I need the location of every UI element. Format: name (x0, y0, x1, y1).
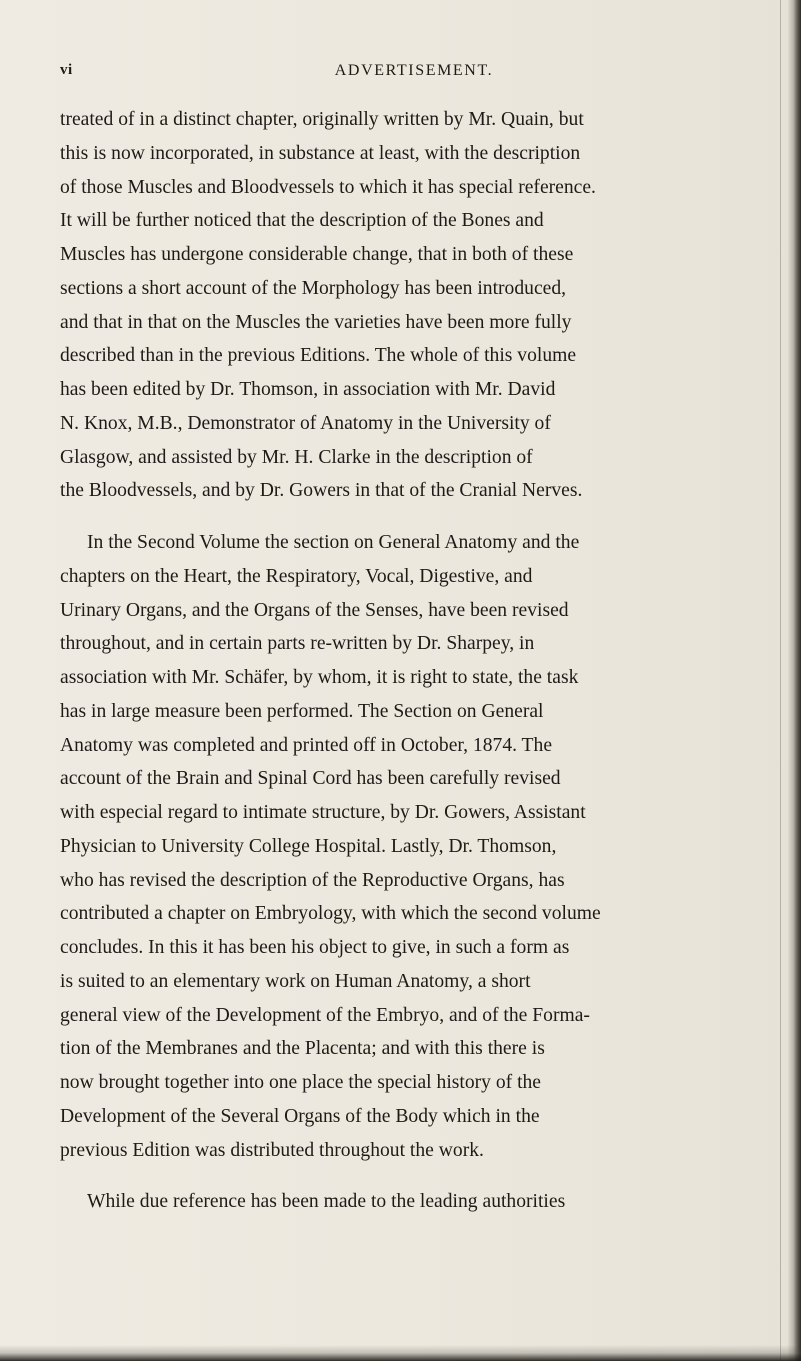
text-line: of those Muscles and Bloodvessels to which it has special reference. (60, 176, 596, 198)
paragraph (60, 1185, 768, 1219)
text-line: Urinary Organs, and the Organs of the Senses, have been revised (60, 599, 569, 621)
text-line: While due reference has been made to the leading authorities (87, 1191, 566, 1213)
paragraph-gap (60, 508, 768, 526)
text-line: chapters on the Heart, the Respiratory, Vocal, Digestive, and (60, 565, 533, 587)
text-line: concludes. In this it has been his object to give, in such a form as (60, 937, 570, 958)
text-line: contributed a chapter on Embryology, with which the second volume (60, 903, 601, 925)
text-line: now brought together into one place the special history of the (60, 1072, 542, 1093)
text-line: previous Edition was distributed throughout the work. (60, 1139, 484, 1161)
body-text (60, 103, 768, 1219)
text-line: this is now incorporated, in substance at least, with the description (60, 142, 581, 164)
text-line: Anatomy was completed and printed off in October, 1874. The (60, 734, 553, 756)
text-line: described than in the previous Editions. The whole of this volume (60, 345, 577, 367)
text-line: Physician to University College Hospital. Lastly, Dr. Thomson, (60, 835, 557, 857)
text-line: has in large measure been performed. The Section on General (60, 700, 544, 722)
page-edge-line (780, 0, 781, 1361)
text-line: association with Mr. Schäfer, by whom, it is right to state, the task (60, 667, 579, 688)
page-header (60, 62, 768, 86)
running-head: ADVERTISEMENT. (334, 62, 494, 79)
text-line: Development of the Several Organs of the Body which in the (60, 1105, 540, 1127)
text-line: is suited to an elementary work on Human Anatomy, a short (60, 970, 531, 992)
page-bottom-edge-shadow (0, 1345, 801, 1361)
text-line: Glasgow, and assisted by Mr. H. Clarke in the description of (60, 446, 533, 468)
text-line: sections a short account of the Morphology has been introduced, (60, 277, 567, 299)
paragraph (60, 526, 768, 1167)
page-right-edge-shadow (787, 0, 801, 1361)
text-line: account of the Brain and Spinal Cord has been carefully revised (60, 768, 561, 790)
text-line: general view of the Development of the Embryo, and of the Forma- (60, 1004, 590, 1026)
text-line: Muscles has undergone considerable change, that in both of these (60, 244, 574, 265)
paragraph-gap (60, 1167, 768, 1185)
text-line: the Bloodvessels, and by Dr. Gowers in that of the Cranial Nerves. (60, 480, 583, 502)
text-line: has been edited by Dr. Thomson, in association with Mr. David (60, 379, 556, 400)
text-line: tion of the Membranes and the Placenta; and with this there is (60, 1038, 545, 1060)
text-line: and that in that on the Muscles the varieties have been more fully (60, 311, 572, 333)
text-line: In the Second Volume the section on General Anatomy and the (87, 532, 580, 553)
page-number: vi (60, 62, 73, 78)
text-line: with especial regard to intimate structure, by Dr. Gowers, Assistant (60, 802, 586, 823)
text-line: N. Knox, M.B., Demonstrator of Anatomy in the University of (60, 412, 551, 434)
text-line: It will be further noticed that the description of the Bones and (60, 210, 544, 232)
text-line: who has revised the description of the Reproductive Organs, has (60, 869, 565, 891)
text-line: throughout, and in certain parts re-written by Dr. Sharpey, in (60, 633, 535, 655)
paragraph (60, 103, 768, 508)
text-line: treated of in a distinct chapter, originally written by Mr. Quain, but (60, 109, 584, 130)
